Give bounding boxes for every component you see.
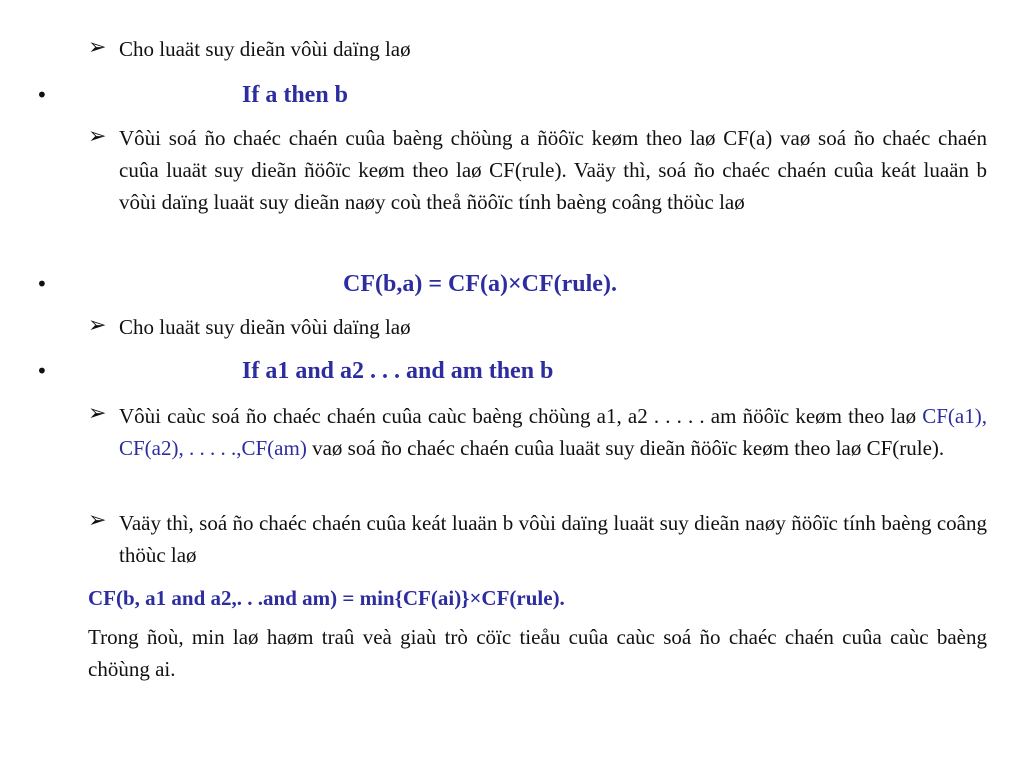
slide-paragraph: Vôùi soá ño chaéc chaén cuûa baèng chöùng a ñöôïc keøm theo laø CF(a) vaø soá ño chaéc chaén cuûa luaät suy dieãn ñöôïc keøm theo laø CF(rule). Vaäy thì, soá ño chaéc chaén cuûa keát luaän b vôùi daïng luaät suy dieãn naøy coù theå ñöôïc tính baèng coâng thöùc laø (119, 126, 987, 214)
paragraph-highlight: CF(a1), CF(a2), . . . . .,CF(am) (119, 404, 987, 460)
slide-paragraph (119, 400, 987, 464)
bullet-dot-icon: • (36, 359, 48, 383)
slide-text-line: Cho luaät suy dieãn vôùi daïng laø (119, 315, 411, 339)
bullet-dot-icon: • (36, 83, 48, 107)
bullet-dot-icon: • (36, 272, 48, 296)
arrow-bullet-icon: ➢ (88, 313, 107, 338)
formula-text: If a1 and a2 . . . and am then b (242, 358, 554, 384)
formula-text: CF(b,a) = CF(a)×CF(rule). (343, 271, 617, 297)
slide-paragraph (88, 621, 987, 685)
paragraph-text: vaø soá ño chaéc chaén cuûa luaät suy dieãn ñöôïc keøm theo laø CF(rule). (306, 436, 945, 460)
slide-paragraph: Vaäy thì, soá ño chaéc chaén cuûa keát luaän b vôùi daïng luaät suy dieãn naøy ñöôïc tính baèng coâng thöùc laø (119, 511, 987, 567)
formula-text: If a then b (242, 82, 349, 108)
paragraph-text: Vôùi caùc soá ño chaéc chaén cuûa caùc baèng chöùng a1, a2 . . . . . am ñöôïc keøm theo laø (119, 404, 923, 428)
slide-text-line: Cho luaät suy dieãn vôùi daïng laø (119, 37, 411, 61)
arrow-bullet-icon: ➢ (88, 124, 107, 149)
formula-text: CF(b, a1 and a2,. . .and am) = min{CF(ai)}×CF(rule). (88, 586, 565, 610)
arrow-bullet-icon: ➢ (88, 508, 107, 533)
paragraph-text: Trong ñoù, min laø haøm traû veà giaù trò cöïc tieåu cuûa caùc soá ño chaéc chaén cuûa caùc baèng chöùng ai. (88, 625, 987, 681)
arrow-bullet-icon: ➢ (88, 35, 107, 60)
arrow-bullet-icon: ➢ (88, 401, 107, 426)
